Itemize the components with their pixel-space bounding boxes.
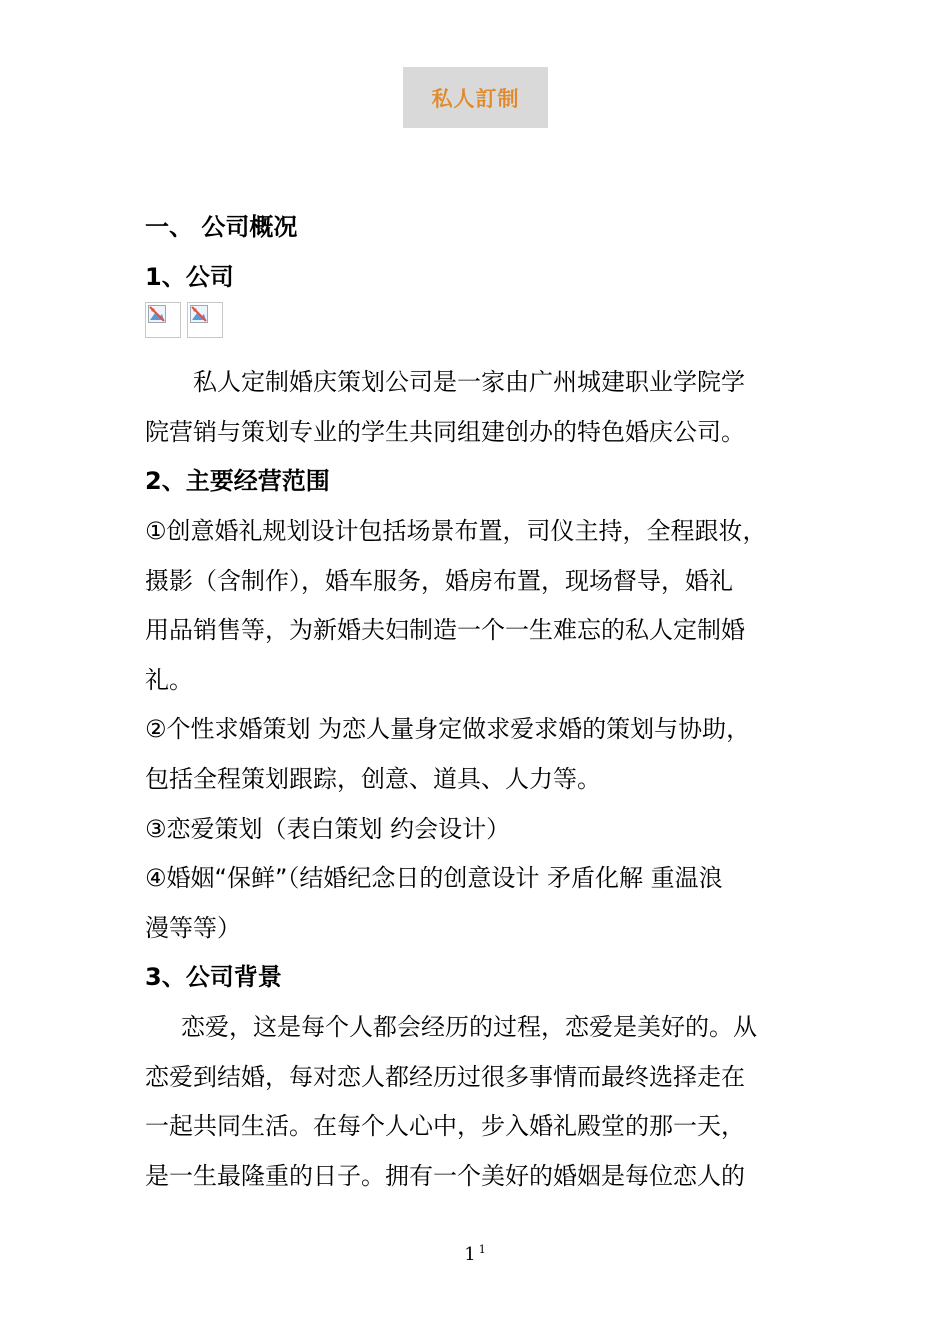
subsection-1-title: 1、公司 — [145, 262, 234, 291]
scope-line: 用品销售等，为新婚夫妇制造一个一生难忘的私人定制婚 — [145, 616, 745, 645]
broken-image-row — [145, 302, 835, 346]
background-line: 恋爱到结婚，每对恋人都经历过很多事情而最终选择走在 — [145, 1062, 745, 1091]
scope-line: ①创意婚礼规划设计包括场景布置，司仪主持，全程跟妆， — [145, 516, 767, 545]
scope-line: 礼。 — [145, 665, 193, 694]
section-1-title: 一、 公司概况 — [145, 213, 298, 241]
scope-line: 漫等等） — [145, 913, 241, 942]
broken-image-icon — [187, 302, 223, 338]
intro-line: 院营销与策划专业的学生共同组建创办的特色婚庆公司。 — [145, 417, 745, 446]
broken-image-icon — [145, 302, 181, 338]
background-line: 是一生最隆重的日子。拥有一个美好的婚姻是每位恋人的 — [145, 1161, 745, 1190]
subsection-2-title: 2、主要经营范围 — [145, 467, 330, 496]
subsection-3-title: 3、公司背景 — [145, 963, 282, 992]
scope-line: ②个性求婚策划 为恋人量身定做求爱求婚的策划与协助， — [145, 715, 751, 744]
page-number-superscript: 1 — [478, 1243, 486, 1256]
background-line: 恋爱，这是每个人都会经历的过程，恋爱是美好的。从 — [181, 1012, 757, 1041]
scope-line: 包括全程策划跟踪，创意、道具、人力等。 — [145, 764, 601, 793]
scope-line: 摄影（含制作），婚车服务，婚房布置，现场督导，婚礼 — [145, 566, 733, 595]
document-body — [145, 203, 835, 1201]
intro-line: 私人定制婚庆策划公司是一家由广州城建职业学院学 — [193, 368, 745, 397]
logo-text: 私人訂制 — [431, 85, 520, 111]
scope-line: ③恋爱策划（表白策划 约会设计） — [145, 814, 511, 843]
company-logo — [403, 67, 548, 128]
background-line: 一起共同生活。在每个人心中，步入婚礼殿堂的那一天， — [145, 1112, 745, 1141]
page-number-value: 1 — [464, 1244, 476, 1265]
page-number — [0, 1243, 950, 1265]
scope-line: ④婚姻“保鲜”（结婚纪念日的创意设计 矛盾化解 重温浪 — [145, 864, 723, 893]
